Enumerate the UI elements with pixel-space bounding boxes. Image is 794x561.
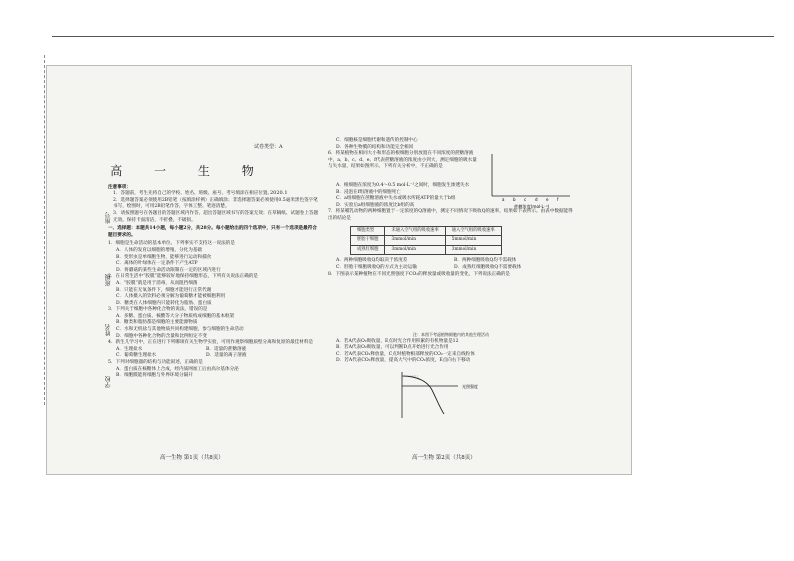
question-option: A．根细胞在浓度为0.4～0.5 mol·L⁻¹之间时，细胞发生渗透失水: [336, 182, 470, 188]
question-stem: 7．将某哺乳动物的两种细胞置于一定浓度的Q溶液中，测定不同情况下吸收Q的速率，结果如下表所示。由表中数据能得出的结论是: [328, 209, 573, 221]
table-cell: 3mmol/min: [385, 245, 445, 255]
section-heading: 一、选择题：本题共14小题，每小题2分，共28分。每小题给出的四个选项中，只有一个选项是最符合题目要求的。: [108, 226, 317, 238]
chart-tick-label: e: [546, 197, 549, 202]
chart-tick-label: b: [513, 197, 516, 202]
question-option: D．成熟红细胞吸收Q不需要载体: [454, 264, 522, 270]
question-list-left: [108, 241, 320, 379]
question-option-row: [328, 265, 574, 272]
question-option: B．细胞膜能将细胞与外界环境分隔开: [116, 373, 193, 379]
figure-x-label: 光照强度: [462, 384, 478, 389]
question-option: C．人体摄入的饮料必须分解为葡萄糖才能被细胞利用: [116, 294, 226, 300]
question-option: B．只能在无氧条件下，细胞才能进行正常代谢: [116, 287, 212, 293]
question-option: A．生理盐水: [116, 346, 143, 352]
question-option: D．糖类在人体细胞内只能转化为脂肪、蛋白质: [116, 300, 212, 306]
question-option: D．细胞中各种化合物的含量和比例恒定不变: [116, 333, 207, 339]
side-label-seat: 座号: [105, 212, 112, 224]
question-option: C．离体的叶绿体在一定条件下产生ATP: [116, 261, 198, 267]
question-stem: 8．下图表示某种植物在不同光照强度下CO₂的释放量或吸收量的变化，下列说法正确的是: [328, 271, 511, 277]
exam-page-left: [58, 62, 320, 380]
table-header-cell: 未通入空气组的吸收速率: [385, 226, 445, 236]
chart-tick-label: a: [502, 197, 505, 202]
notice-item: 3．请按照题号在各题目的答题区域内作答，超出答题区域书写的答案无效；在草稿纸、试题卷上答题无效。保持卡面清洁，不折叠、不破损。: [113, 210, 319, 223]
chart-x-label: 蔗糖浓度(mol·L⁻¹): [514, 204, 550, 209]
question-option: A．两种细胞吸收Q均取决于浓度差: [336, 258, 408, 264]
page-footer-left: 高一生物 第1页（共8页）: [160, 455, 224, 461]
question-option: C．葡萄糖生理盐水: [116, 353, 157, 359]
side-label-name: 姓名: [105, 324, 112, 336]
table-row: [351, 245, 502, 255]
question-option: B．糖类和脂肪都是细胞的主要能源物质: [116, 320, 198, 326]
side-label-class: 班级: [105, 274, 112, 286]
side-label-school: 学校: [105, 376, 112, 388]
notice-heading: 注意事项：: [108, 184, 131, 190]
table-header-cell: 通入空气组的吸收速率: [445, 226, 501, 236]
q8-curve-figure: [392, 368, 502, 426]
table-header-row: [351, 226, 502, 236]
exam-date: 2020.1: [270, 190, 288, 196]
table-cell: 5mmol/min: [445, 236, 501, 246]
question-option: D．将蘑菇的某些生命活动限制在一定的区域内进行: [116, 267, 221, 273]
table-cell: 成熟红细胞: [351, 245, 385, 255]
binding-line: [44, 55, 45, 405]
question-option: C．细胞核是细胞代谢和遗传的控制中心: [336, 138, 418, 143]
chart-bars: [502, 197, 559, 202]
figure-curve: [402, 376, 444, 414]
q6-bar-chart: [486, 150, 572, 212]
table-cell: 3mmol/min: [445, 245, 501, 255]
question-option: A．若A代表O₂吸收量，E点时光合作用积累的有机物量是12: [336, 338, 459, 344]
question-option: C．a组细胞在蔗糖溶液中失水或吸水所耗ATP的量大于b组: [336, 196, 456, 202]
question-option: D．适量的离子溶液: [206, 353, 247, 359]
page-top-rule: [52, 36, 774, 37]
table-cell: 胚胎干细胞: [351, 236, 385, 246]
chart-tick-label: f: [557, 197, 559, 202]
question-stem: 3．下列关于细胞中各种化合物的说法，错误的是: [108, 307, 208, 313]
page-footer-right: 高一生物 第2页（共8页）: [412, 455, 476, 461]
figure-caption: 注：本图不考虑植物细胞内的其他生理活动: [413, 332, 489, 338]
question-option: D．各种生物膜的结构和功能完全相同: [336, 144, 414, 150]
question-stem: 2．在日常生活中“胶膜”能够较好地保持细胞形态，下列有关说法正确的是: [108, 274, 259, 280]
question-stem: 4．新生儿学习中，正在进行下列哪项有关生物学实验，可用作观察细胞质壁分离和复原的最佳材料是: [108, 340, 314, 346]
question-option: C．水和无机盐与其他物质共同构建细胞，参与细胞的生命活动: [116, 327, 244, 333]
question-option-row: [328, 258, 574, 265]
question-option: B．适量的蔗糖溶液: [206, 346, 247, 352]
question-option: B．两种细胞吸收Q均不需载体: [454, 258, 517, 264]
chart-tick-label: d: [535, 197, 538, 202]
question-option: B．浸泡在f组溶液中的细胞死亡: [336, 189, 401, 195]
table-header-cell: 细胞类型: [351, 226, 385, 236]
question-option: C．胚胎干细胞吸收Q的方式为主动运输: [336, 264, 417, 270]
notice-item: 2．选择题答案必须使用2B铅笔（按填涂样例）正确填涂；非选择题答案必须使用0.5毫米黑色签字笔书写，绘图时，可用2B铅笔作答，字体工整、笔迹清楚。: [113, 197, 318, 210]
question-option: B．变形虫是单细胞生物，能够进行运动和捕食: [116, 254, 212, 260]
question-option: A．多糖、蛋白质、核酸等大分子物质构成细胞的基本框架: [116, 313, 235, 319]
table-row: [351, 236, 502, 246]
question-stem: 1．细胞是生命活动的基本单位。下列事实不支持这一说法的是: [108, 241, 235, 247]
paper-type: 试卷类型：A: [254, 144, 283, 150]
question-option: D．若A代表CO₂释放量，提高大气中的CO₂浓度，E点向右下移动: [336, 358, 471, 364]
question-option: C．若A代表CO₂释放量，C点时植物根部释放的CO₂一定来自线粒体: [336, 351, 475, 357]
table-cell: 3mmol/min: [385, 236, 445, 246]
question-option: D．实验后a组细胞液的浓度比b组的高: [336, 202, 415, 208]
data-table: [350, 226, 502, 256]
question-option: A．蛋白质在核糖体上合成，经内质网加工后由高尔基体分泌: [116, 366, 239, 372]
question-option: A．“胶膜”就是用于消毒，从而阻挡细菌: [116, 280, 198, 286]
question-option: A．人体的发育以细胞的增殖、分化为基础: [116, 247, 203, 253]
exam-title: 高 一 生 物: [110, 164, 268, 178]
notice-item: 1．答题前，考生先将自己的学校、姓名、班级、座号、考号填涂在相应位置。: [113, 191, 273, 197]
exam-page-right: [328, 62, 574, 365]
question-stem: 5．下列对细胞器的结构与功能叙述，正确的是: [108, 360, 203, 366]
chart-tick-label: c: [524, 197, 527, 202]
question-option: B．若A代表O₂吸收量，可以判断D点开始进行光合作用: [336, 345, 449, 351]
question-stem: 6．将某植物在相同大小和形态的根细胞分别放置在不同浓度的蔗糖溶液中，a、b、c、d、e、f代表蔗糖溶液的浓度由小到大，测定细胞的吸水量与失水量，结果如图所示。下列有关分析中，不正确的是: [328, 151, 477, 170]
